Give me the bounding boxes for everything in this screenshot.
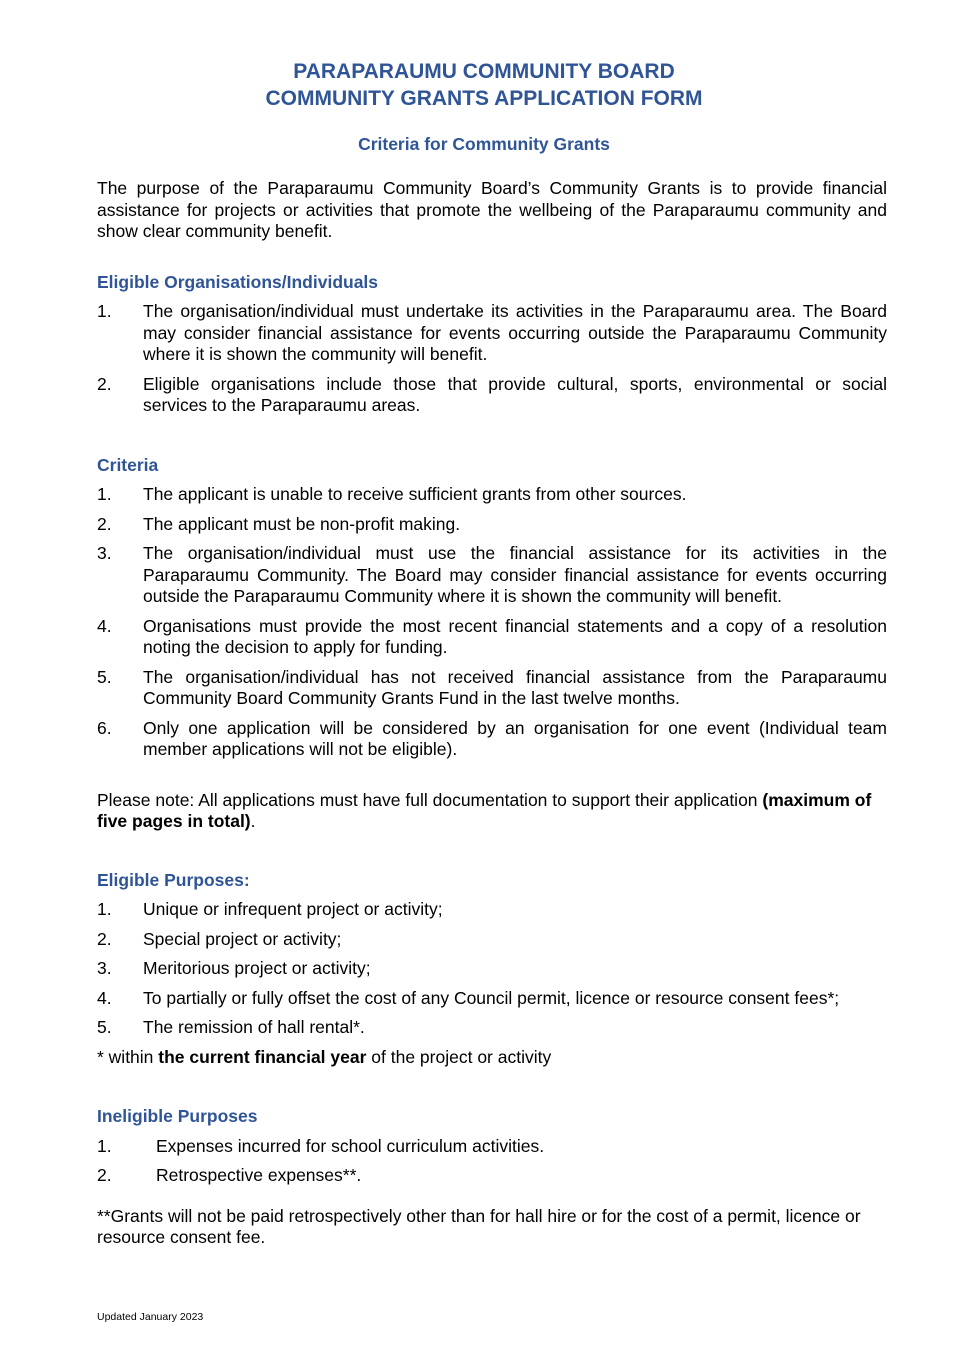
- footer-updated: Updated January 2023: [97, 1311, 204, 1323]
- please-note: [97, 790, 887, 833]
- ineligible-purposes-heading: Ineligible Purposes: [97, 1106, 258, 1126]
- list-item: [97, 899, 887, 921]
- list-text: The applicant is unable to receive sufficient grants from other sources.: [143, 484, 687, 504]
- criteria-heading: Criteria: [97, 454, 159, 475]
- list-item: [97, 718, 887, 761]
- list-item: [97, 484, 887, 506]
- list-text: Eligible organisations include those that provide cultural, sports, environmental or social services to the Paraparaumu areas.: [143, 373, 887, 415]
- please-note-end: .: [250, 811, 256, 831]
- list-text: The organisation/individual must undertake its activities in the Paraparaumu area. The Board may consider financial assistance for events occurring outside the Paraparaumu Community where it is shown the community will benefit.: [143, 301, 887, 364]
- criteria-list: [97, 484, 887, 761]
- list-number: 3.: [97, 543, 112, 563]
- list-item: [97, 1017, 887, 1039]
- list-text: The organisation/individual has not received financial assistance from the Paraparaumu Community Board Community Grants Fund in the last twelve months.: [143, 666, 887, 708]
- list-number: 1.: [97, 899, 112, 919]
- list-text: To partially or fully offset the cost of any Council permit, licence or resource consent fees*;: [143, 987, 840, 1008]
- title-line-2: COMMUNITY GRANTS APPLICATION FORM: [265, 87, 703, 110]
- list-number: 1.: [97, 301, 112, 321]
- list-item: [97, 958, 887, 980]
- list-item: [97, 667, 887, 710]
- list-item: [97, 543, 887, 608]
- list-number: 1.: [97, 1135, 112, 1156]
- list-number: 3.: [97, 958, 112, 978]
- please-note-text: Please note: All applications must have full documentation to support their application: [97, 789, 763, 810]
- list-text: Meritorious project or activity;: [143, 958, 371, 978]
- list-text: Retrospective expenses**.: [156, 1165, 362, 1185]
- list-item: [97, 616, 887, 659]
- eligible-purposes-heading: Eligible Purposes:: [97, 869, 250, 890]
- list-text: The organisation/individual must use the financial assistance for its activities in the Paraparaumu Community. The Board may consider financial assistance for events occurring outside the Paraparaumu Community where it is shown the community will benefit.: [143, 543, 887, 606]
- list-number: 2.: [97, 513, 112, 534]
- list-text: The remission of hall rental*.: [143, 1017, 365, 1037]
- title-line-1: PARAPARAUMU COMMUNITY BOARD: [293, 60, 675, 83]
- list-item: [97, 301, 887, 366]
- list-item: [97, 1136, 887, 1158]
- list-number: 2.: [97, 928, 112, 949]
- list-text: Unique or infrequent project or activity;: [143, 899, 443, 919]
- document-title: [0, 58, 968, 112]
- list-number: 2.: [97, 1165, 112, 1185]
- list-number: 4.: [97, 615, 112, 636]
- list-number: 5.: [97, 1017, 112, 1037]
- list-number: 1.: [97, 484, 112, 504]
- eligible-orgs-heading: Eligible Organisations/Individuals: [97, 271, 379, 292]
- footnote-bold: the current financial year: [158, 1046, 367, 1067]
- please-note-bold: (maximum of five pages in total): [97, 789, 872, 831]
- list-number: 2.: [97, 373, 112, 394]
- list-number: 4.: [97, 987, 112, 1008]
- ineligible-purposes-list: [97, 1136, 887, 1187]
- list-text: Special project or activity;: [143, 928, 342, 949]
- footnote-pre: * within: [97, 1046, 159, 1067]
- list-text: The applicant must be non-profit making.: [143, 513, 461, 534]
- intro-paragraph: The purpose of the Paraparaumu Community Board’s Community Grants is to provide financial assistance for projects or activities that promote the wellbeing of the Paraparaumu community and show clear community benefit.: [97, 178, 887, 241]
- eligible-orgs-list: [97, 301, 887, 417]
- list-number: 6.: [97, 717, 112, 738]
- eligible-purposes-footnote: [97, 1047, 887, 1069]
- list-text: Only one application will be considered by an organisation for one event (Individual team member applications will not be eligible).: [143, 717, 887, 759]
- list-number: 5.: [97, 666, 112, 687]
- list-item: [97, 988, 887, 1010]
- list-text: Organisations must provide the most recent financial statements and a copy of a resolution noting the decision to apply for funding.: [143, 615, 887, 657]
- eligible-purposes-list: [97, 899, 887, 1039]
- document-body: [97, 178, 887, 1249]
- list-item: [97, 929, 887, 951]
- list-item: [97, 514, 887, 536]
- list-text: Expenses incurred for school curriculum activities.: [156, 1135, 545, 1156]
- footnote-post: of the project or activity: [366, 1046, 552, 1067]
- ineligible-purposes-footnote: **Grants will not be paid retrospectively other than for hall hire or for the cost of a permit, licence or resource consent fee.: [97, 1205, 861, 1247]
- document-subtitle: Criteria for Community Grants: [358, 134, 610, 154]
- list-item: [97, 1165, 887, 1187]
- list-item: [97, 374, 887, 417]
